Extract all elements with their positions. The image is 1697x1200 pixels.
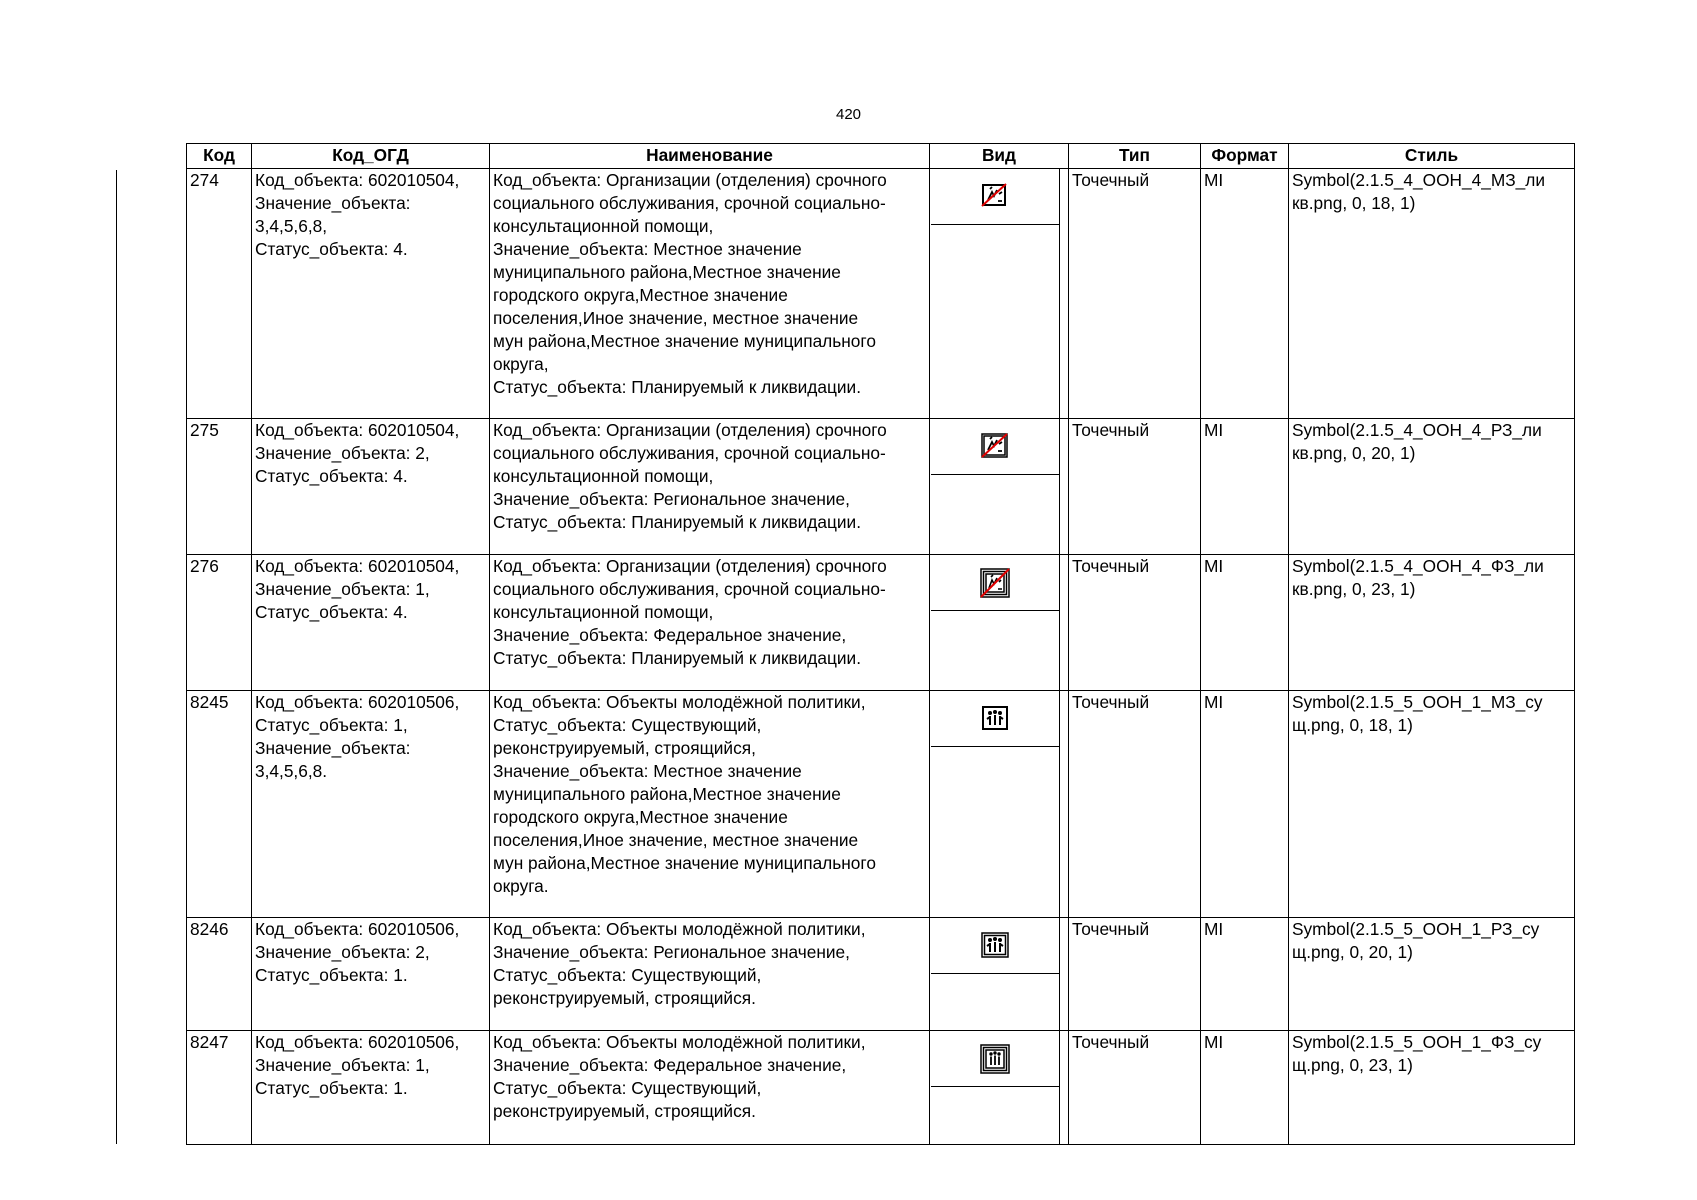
cell-format: MI — [1201, 169, 1289, 419]
cell-kod: 8245 — [187, 691, 252, 918]
cell-format: MI — [1201, 555, 1289, 691]
cell-kod: 8247 — [187, 1031, 252, 1145]
cell-tip: Точечный — [1069, 691, 1201, 918]
header-kod: Код — [187, 144, 252, 169]
cell-format: MI — [1201, 691, 1289, 918]
header-vid: Вид — [930, 144, 1069, 169]
youth-policy-icon — [979, 703, 1011, 733]
cell-style: Symbol(2.1.5_5_ООН_1_ФЗ_су щ.png, 0, 23, 1) — [1289, 1031, 1575, 1145]
header-format: Формат — [1201, 144, 1289, 169]
cell-style: Symbol(2.1.5_4_ООН_4_РЗ_ли кв.png, 0, 20, 1) — [1289, 419, 1575, 555]
social-service-liquidation-icon — [979, 431, 1011, 461]
header-kod-ogd: Код_ОГД — [252, 144, 490, 169]
cell-kod: 275 — [187, 419, 252, 555]
cell-name: Код_объекта: Организации (отделения) срочного социального обслуживания, срочной социально- консультационной помощи, Значение_объекта: Местное значение муниципального района,Местное значение городского округа,Местное значение поселения,Иное значение, местное значение мун района,Местное значение муниципального округа, Статус_объекта: Планируемый к ликвидации. — [490, 169, 930, 419]
cell-style: Symbol(2.1.5_5_ООН_1_МЗ_су щ.png, 0, 18, 1) — [1289, 691, 1575, 918]
cell-format: MI — [1201, 419, 1289, 555]
cell-style: Symbol(2.1.5_4_ООН_4_МЗ_ли кв.png, 0, 18, 1) — [1289, 169, 1575, 419]
page-number: 420 — [835, 106, 862, 123]
table-row — [187, 918, 1575, 1031]
cell-tip: Точечный — [1069, 169, 1201, 419]
cell-vid — [930, 691, 1069, 918]
table-row — [187, 555, 1575, 691]
cell-vid — [930, 419, 1069, 555]
margin-line — [116, 170, 117, 1144]
symbol-box — [931, 419, 1060, 475]
header-name: Наименование — [490, 144, 930, 169]
cell-tip: Точечный — [1069, 419, 1201, 555]
header-row — [187, 144, 1575, 169]
symbol-box — [931, 169, 1060, 225]
cell-vid — [930, 918, 1069, 1031]
youth-policy-icon — [979, 930, 1011, 960]
symbol-registry-table — [186, 143, 1575, 1145]
cell-vid — [930, 1031, 1069, 1145]
cell-format: MI — [1201, 1031, 1289, 1145]
cell-tip: Точечный — [1069, 918, 1201, 1031]
cell-kod: 8246 — [187, 918, 252, 1031]
table-row — [187, 1031, 1575, 1145]
symbol-box — [931, 691, 1060, 747]
cell-name: Код_объекта: Организации (отделения) срочного социального обслуживания, срочной социально- консультационной помощи, Значение_объекта: Федеральное значение, Статус_объекта: Планируемый к ликвидации. — [490, 555, 930, 691]
cell-kod-ogd: Код_объекта: 602010506, Значение_объекта: 2, Статус_объекта: 1. — [252, 918, 490, 1031]
cell-kod-ogd: Код_объекта: 602010504, Значение_объекта: 2, Статус_объекта: 4. — [252, 419, 490, 555]
cell-tip: Точечный — [1069, 1031, 1201, 1145]
table-row — [187, 691, 1575, 918]
cell-name: Код_объекта: Объекты молодёжной политики, Значение_объекта: Региональное значение, Статус_объекта: Существующий, реконструируемый, строящийся. — [490, 918, 930, 1031]
cell-style: Symbol(2.1.5_4_ООН_4_ФЗ_ли кв.png, 0, 23, 1) — [1289, 555, 1575, 691]
cell-name: Код_объекта: Организации (отделения) срочного социального обслуживания, срочной социально- консультационной помощи, Значение_объекта: Региональное значение, Статус_объекта: Планируемый к ликвидации. — [490, 419, 930, 555]
table-row — [187, 169, 1575, 419]
cell-format: MI — [1201, 918, 1289, 1031]
cell-kod: 276 — [187, 555, 252, 691]
cell-kod-ogd: Код_объекта: 602010506, Статус_объекта: 1, Значение_объекта: 3,4,5,6,8. — [252, 691, 490, 918]
symbol-box — [931, 918, 1060, 974]
cell-vid — [930, 169, 1069, 419]
header-tip: Тип — [1069, 144, 1201, 169]
symbol-box — [931, 1031, 1060, 1087]
header-style: Стиль — [1289, 144, 1575, 169]
cell-kod: 274 — [187, 169, 252, 419]
table-row — [187, 419, 1575, 555]
symbol-box — [931, 555, 1060, 611]
cell-kod-ogd: Код_объекта: 602010504, Значение_объекта: 3,4,5,6,8, Статус_объекта: 4. — [252, 169, 490, 419]
cell-vid — [930, 555, 1069, 691]
cell-name: Код_объекта: Объекты молодёжной политики, Значение_объекта: Федеральное значение, Статус_объекта: Существующий, реконструируемый, строящийся. — [490, 1031, 930, 1145]
youth-policy-icon — [979, 1043, 1011, 1075]
social-service-liquidation-icon — [979, 181, 1011, 211]
cell-kod-ogd: Код_объекта: 602010506, Значение_объекта: 1, Статус_объекта: 1. — [252, 1031, 490, 1145]
cell-kod-ogd: Код_объекта: 602010504, Значение_объекта: 1, Статус_объекта: 4. — [252, 555, 490, 691]
cell-name: Код_объекта: Объекты молодёжной политики, Статус_объекта: Существующий, реконструируемый, строящийся, Значение_объекта: Местное значение муниципального района,Местное значение городского округа,Местное значение поселения,Иное значение, местное значение мун района,Местное значение муниципального округа. — [490, 691, 930, 918]
cell-tip: Точечный — [1069, 555, 1201, 691]
social-service-liquidation-icon — [979, 567, 1011, 599]
cell-style: Symbol(2.1.5_5_ООН_1_РЗ_су щ.png, 0, 20, 1) — [1289, 918, 1575, 1031]
